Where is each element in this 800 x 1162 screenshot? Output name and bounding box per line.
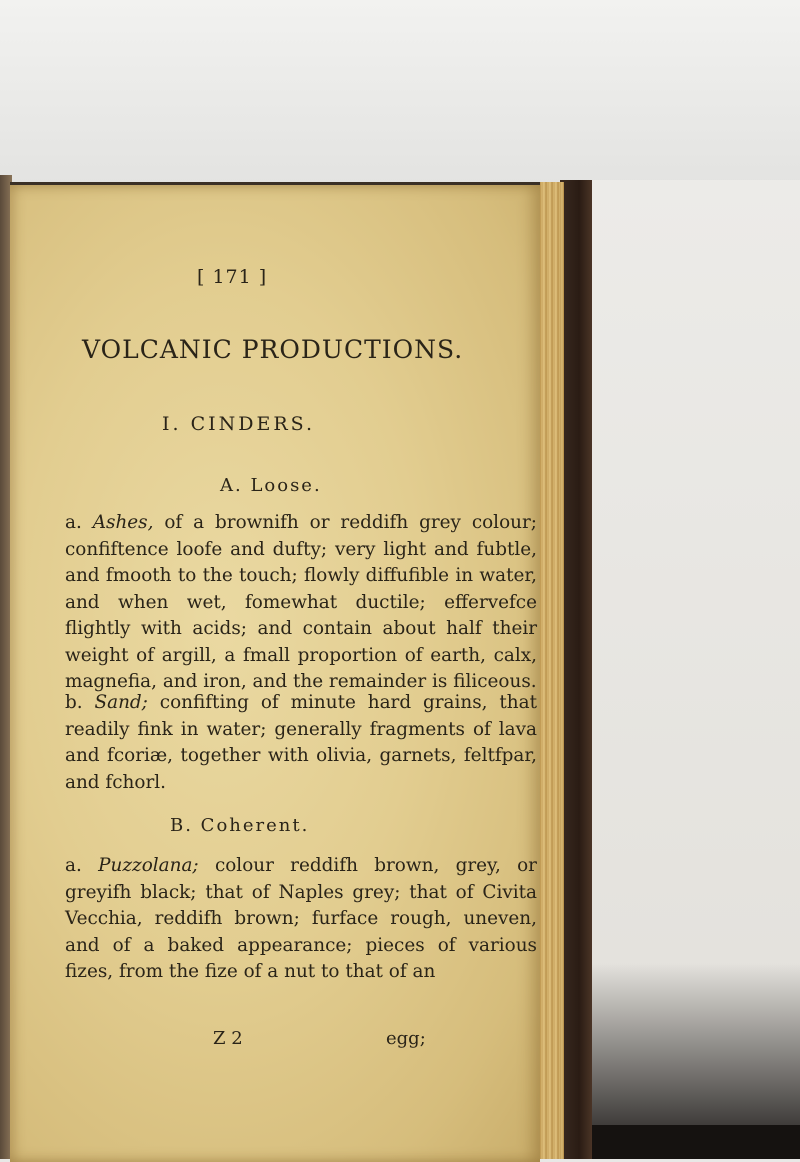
book-page — [10, 182, 540, 1162]
background-top — [0, 0, 800, 185]
catchword: egg; — [386, 1028, 426, 1049]
page-footer — [10, 1028, 540, 1058]
section-title: VOLCANIC PRODUCTIONS. — [82, 335, 464, 364]
item-term: Sand; — [94, 692, 148, 713]
item-text: of a brownifh or reddifh grey colour; confiftence loofe and dufty; very light and fubtle, and fmooth to the touch; flowly diffufible in water, and when wet, fomewhat ductile; effervefce flightly with acids; and contain about half their weight of argill, a fmall proportion of earth, calx, magnefia, and iron, and the remainder is filiceous. — [65, 512, 537, 692]
item-term: Puzzolana; — [98, 855, 199, 876]
item-term: Ashes, — [92, 512, 154, 533]
paragraph-puzzolana — [65, 853, 537, 986]
table-surface — [585, 1125, 800, 1159]
item-text: colour reddifh brown, grey, or greyifh black; that of Naples grey; that of Civita Vecchia, reddifh brown; furface rough, uneven, and of a baked appearance; pieces of various fizes, from the fize of a nut to that of an — [65, 855, 537, 982]
item-text: confifting of minute hard grains, that readily fink in water; generally fragments of lava and fcoriæ, together with olivia, garnets, feltfpar, and fchorl. — [65, 692, 537, 793]
page-number: [ 171 ] — [197, 266, 268, 288]
item-label: b. — [65, 692, 83, 713]
item-label: a. — [65, 855, 82, 876]
page-edges — [536, 182, 564, 1159]
item-label: a. — [65, 512, 82, 533]
background-right — [585, 180, 800, 1159]
paragraph-ashes — [65, 510, 537, 696]
subsection-title: I. CINDERS. — [162, 413, 316, 435]
group-a-heading: A. Loose. — [220, 475, 322, 496]
paragraph-sand — [65, 690, 537, 796]
book-spine — [560, 180, 592, 1159]
group-b-heading: B. Coherent. — [170, 815, 310, 836]
signature-mark: Z 2 — [213, 1028, 243, 1049]
